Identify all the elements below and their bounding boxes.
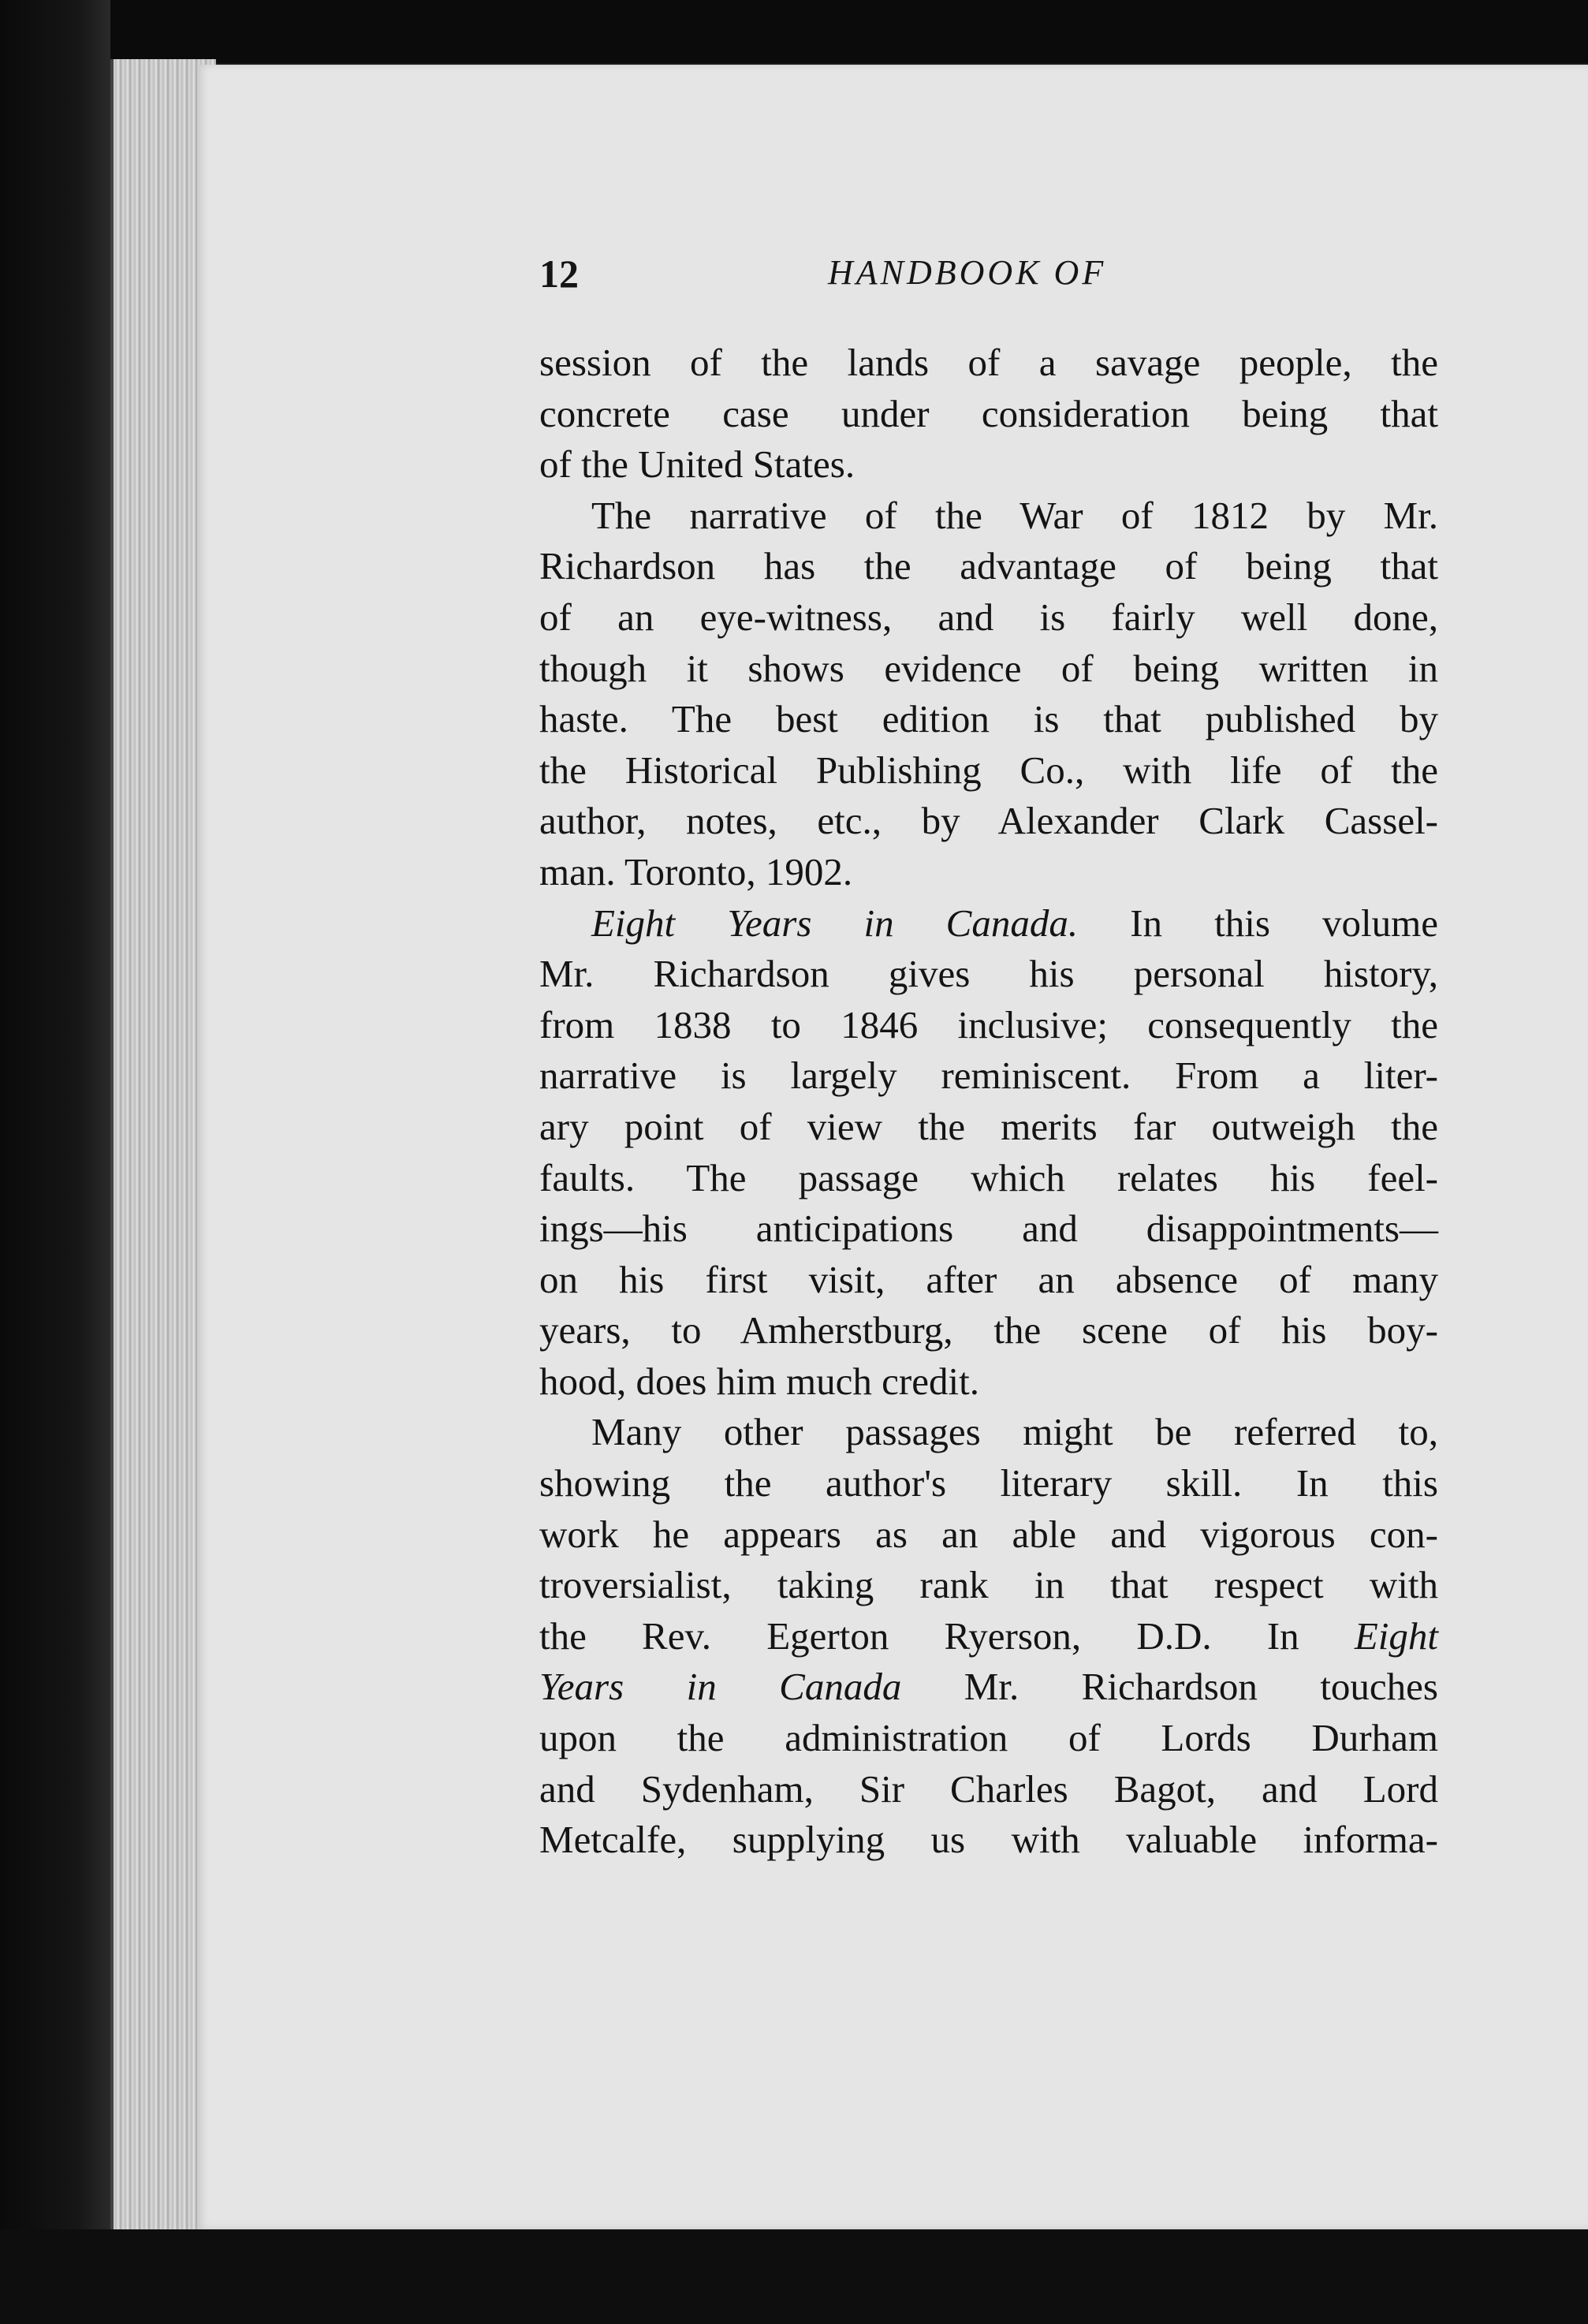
paragraph-4 xyxy=(539,1407,1438,1865)
text-line xyxy=(539,898,1438,949)
text-fragment: In this volume xyxy=(1078,901,1438,945)
body-text xyxy=(539,338,1438,1866)
book-title-italic: Years in Canada xyxy=(539,1665,902,1709)
text-line: Richardson has the advantage of being that xyxy=(539,544,1438,588)
text-line: upon the administration of Lords Durham xyxy=(539,1716,1438,1760)
text-line: session of the lands of a savage people, the xyxy=(539,341,1438,384)
paragraph-2 xyxy=(539,491,1438,898)
text-line: and Sydenham, Sir Charles Bagot, and Lord xyxy=(539,1766,1438,1811)
book-title-italic: Eight Years in Canada. xyxy=(591,901,1079,945)
text-line: concrete case under consideration being that xyxy=(539,391,1438,435)
text-line: haste. The best edition is that published by xyxy=(539,697,1438,741)
text-line: of an eye-witness, and is fairly well done, xyxy=(539,595,1438,639)
text-line: The narrative of the War of 1812 by Mr. xyxy=(591,493,1438,537)
text-line: Metcalfe, supplying us with valuable informa- xyxy=(539,1818,1438,1862)
scan-border-bottom xyxy=(0,2229,1588,2324)
text-line: author, notes, etc., by Alexander Clark Cassel- xyxy=(539,799,1438,843)
text-line: ary point of view the merits far outweigh the xyxy=(539,1104,1438,1148)
text-line: narrative is largely reminiscent. From a liter- xyxy=(539,1054,1438,1098)
scan-border-left xyxy=(0,0,110,2324)
text-line: Many other passages might be referred to, xyxy=(591,1410,1438,1454)
text-line: from 1838 to 1846 inclusive; consequently the xyxy=(539,1002,1438,1046)
text-line: hood, does him much credit. xyxy=(539,1359,979,1403)
text-line: troversialist, taking rank in that respect with xyxy=(539,1563,1438,1607)
text-line: ings—his anticipations and disappointments— xyxy=(539,1207,1438,1251)
text-line: Mr. Richardson gives his personal history, xyxy=(539,952,1438,996)
scan-border-top xyxy=(0,0,1588,63)
page-number: 12 xyxy=(539,252,579,296)
text-line: though it shows evidence of being written in xyxy=(539,646,1438,690)
text-fragment: the Rev. Egerton Ryerson, D.D. In xyxy=(539,1613,1355,1658)
text-line xyxy=(539,1611,1438,1662)
paragraph-3 xyxy=(539,898,1438,1408)
running-head xyxy=(539,251,1438,298)
text-line: man. Toronto, 1902. xyxy=(539,849,853,893)
book-title-italic: Eight xyxy=(1354,1613,1438,1658)
text-line xyxy=(539,1662,1438,1713)
running-head-title: HANDBOOK OF xyxy=(828,253,1107,292)
text-line: of the United States. xyxy=(539,442,856,487)
text-line: work he appears as an able and vigorous con- xyxy=(539,1512,1438,1556)
text-line: years, to Amherstburg, the scene of his boy- xyxy=(539,1308,1438,1352)
paragraph-1 xyxy=(539,338,1438,491)
text-line: showing the author's literary skill. In this xyxy=(539,1461,1438,1505)
text-fragment: Mr. Richardson touches xyxy=(901,1665,1438,1709)
text-line: faults. The passage which relates his feel- xyxy=(539,1155,1438,1199)
text-line: on his first visit, after an absence of many xyxy=(539,1257,1438,1301)
text-line: the Historical Publishing Co., with life of the xyxy=(539,748,1438,792)
